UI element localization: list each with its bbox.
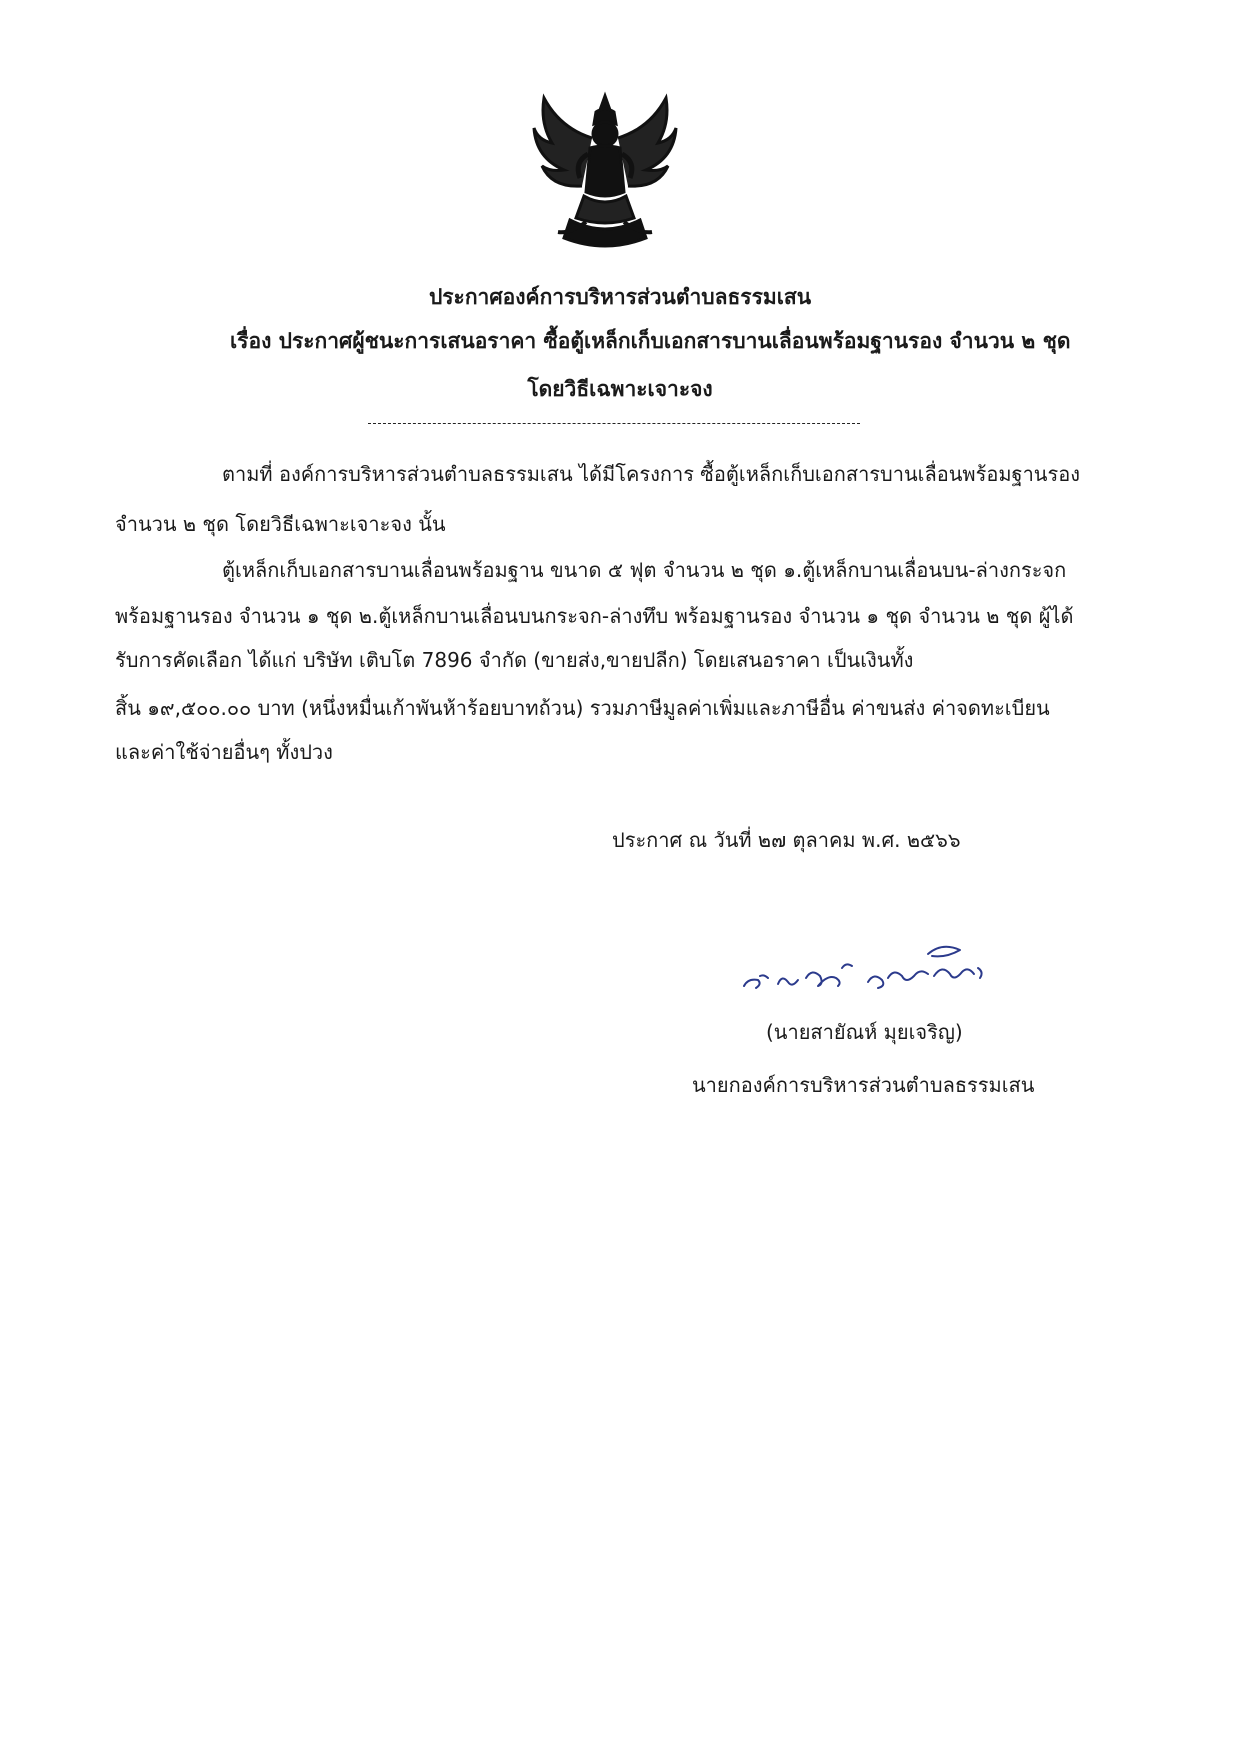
paragraph-1-line-1: ตามที่ องค์การบริหารส่วนตำบลธรรมเสน ได้มีโครงการ ซื้อตู้เหล็กเก็บเอกสารบานเลื่อนพร้อมฐานรอง	[222, 462, 1080, 486]
signatory-name: (นายสายัณห์ มุยเจริญ)	[766, 1020, 963, 1044]
announcement-date: ประกาศ ณ วันที่ ๒๗ ตุลาคม พ.ศ. ๒๕๖๖	[612, 828, 961, 852]
procurement-method: โดยวิธีเฉพาะเจาะจง	[527, 377, 713, 401]
announcement-subject: เรื่อง ประกาศผู้ชนะการเสนอราคา ซื้อตู้เหล็กเก็บเอกสารบานเลื่อนพร้อมฐานรอง จำนวน ๒ ชุด	[230, 329, 1071, 353]
handwritten-signature-icon	[738, 928, 998, 1008]
paragraph-2-line-5: และค่าใช้จ่ายอื่นๆ ทั้งปวง	[115, 740, 333, 764]
paragraph-2-line-2: พร้อมฐานรอง จำนวน ๑ ชุด ๒.ตู้เหล็กบานเลื่อนบนกระจก-ล่างทึบ พร้อมฐานรอง จำนวน ๑ ชุด จำนวน ๒ ชุด ผู้ได้	[115, 604, 1074, 628]
garuda-emblem-icon	[530, 88, 680, 258]
paragraph-1-line-2: จำนวน ๒ ชุด โดยวิธีเฉพาะเจาะจง นั้น	[115, 512, 446, 536]
divider-line	[368, 423, 860, 424]
signatory-position: นายกองค์การบริหารส่วนตำบลธรรมเสน	[692, 1073, 1035, 1097]
announcement-title: ประกาศองค์การบริหารส่วนตำบลธรรมเสน	[428, 285, 812, 309]
paragraph-2-line-3: รับการคัดเลือก ได้แก่ บริษัท เติบโต 7896 จำกัด (ขายส่ง,ขายปลีก) โดยเสนอราคา เป็นเงินทั้ง	[115, 648, 914, 672]
paragraph-2-line-4: สิ้น ๑๙,๕๐๐.๐๐ บาท (หนึ่งหมื่นเก้าพันห้าร้อยบาทถ้วน) รวมภาษีมูลค่าเพิ่มและภาษีอื่น ค่าขนส่ง ค่าจดทะเบียน	[115, 696, 1050, 720]
paragraph-2-line-1: ตู้เหล็กเก็บเอกสารบานเลื่อนพร้อมฐาน ขนาด ๕ ฟุต จำนวน ๒ ชุด ๑.ตู้เหล็กบานเลื่อนบน-ล่างกระจก	[222, 558, 1067, 582]
